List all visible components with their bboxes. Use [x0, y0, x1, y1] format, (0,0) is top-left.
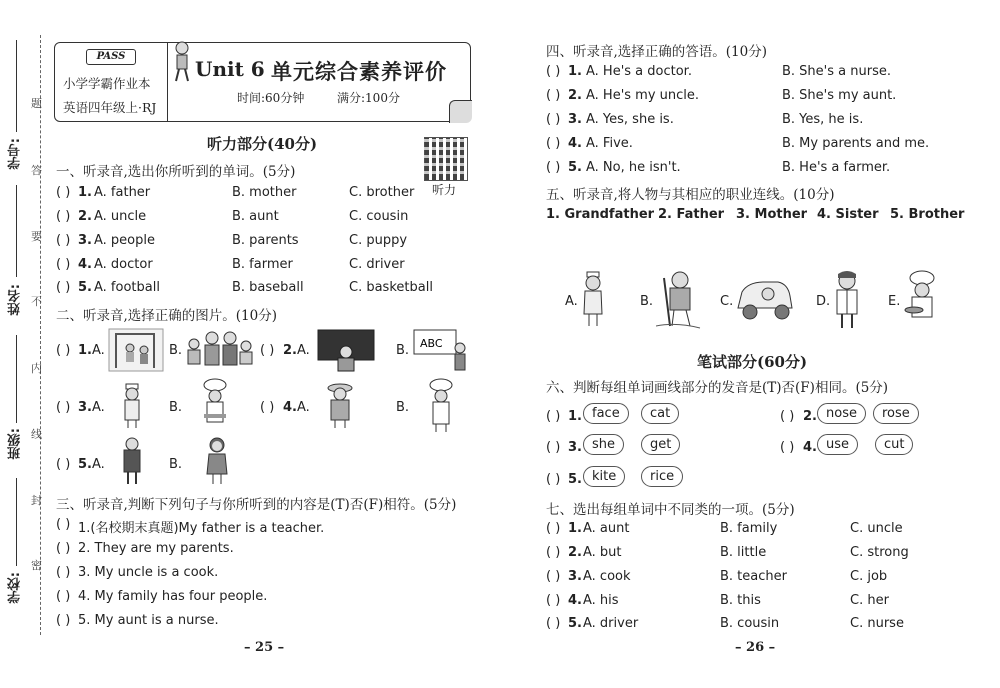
page-curl-decoration: [449, 100, 472, 123]
statement: 2. They are my parents.: [78, 541, 234, 556]
option-c: C. uncle: [850, 521, 903, 536]
question-number: 2.: [568, 545, 582, 560]
section-6-title: 六、判断每组单词画线部分的发音是(T)否(F)相同。(5分): [546, 380, 889, 396]
class-label: 班级:: [8, 428, 23, 460]
unit-header-box: [54, 42, 471, 122]
option-a: A. He's a doctor.: [586, 64, 692, 79]
listening-section-title: 听力部分(40分): [207, 135, 318, 153]
answer-blank[interactable]: ( ): [56, 517, 71, 532]
option-b: B. little: [720, 545, 767, 560]
nurse-picture-icon[interactable]: [118, 382, 146, 430]
option-b-label: B.: [396, 400, 410, 415]
section-5-title: 五、听录音,将人物与其相应的职业连线。(10分): [546, 187, 835, 203]
option-c: C. strong: [850, 545, 909, 560]
answer-blank[interactable]: ( ): [56, 613, 71, 628]
driver-car-icon[interactable]: [734, 272, 796, 322]
doctor-job-icon[interactable]: [832, 270, 862, 330]
farmer-job-icon[interactable]: [656, 268, 702, 330]
option-a: A. football: [94, 280, 160, 295]
answer-blank[interactable]: ( ): [546, 64, 561, 79]
unit-number: Unit 6: [195, 57, 265, 81]
margin-hint: 不: [31, 295, 42, 308]
word-cloud: [817, 402, 866, 424]
section-7-title: 七、选出每组单词中不同类的一项。(5分): [546, 502, 795, 518]
statement: 1.(名校期末真题)My father is a teacher.: [78, 521, 325, 536]
option-a-label: A.: [297, 343, 310, 358]
word-cloud: [817, 433, 858, 455]
answer-blank[interactable]: ( ): [56, 233, 71, 248]
word: cat: [641, 403, 679, 424]
answer-blank[interactable]: ( ): [780, 440, 795, 455]
person-item[interactable]: 2. Father: [658, 207, 725, 222]
answer-blank[interactable]: ( ): [56, 343, 71, 358]
section-4-title: 四、听录音,选择正确的答语。(10分): [546, 44, 768, 60]
option-a: A. Yes, she is.: [586, 112, 674, 127]
option-b: B. baseball: [232, 280, 304, 295]
question-number: 1.: [78, 343, 92, 358]
word-cloud: [641, 402, 679, 424]
woman-picture-icon[interactable]: [204, 436, 230, 486]
option-b-label: B.: [169, 400, 183, 415]
option-b: B. parents: [232, 233, 299, 248]
option-a: A. driver: [583, 616, 639, 631]
cook-man-picture-icon[interactable]: [424, 378, 458, 434]
family-picture-icon[interactable]: [182, 326, 256, 370]
option-a: A. Five.: [586, 136, 633, 151]
answer-blank[interactable]: ( ): [56, 209, 71, 224]
option-a-label: A.: [297, 400, 310, 415]
board-text: ABC: [420, 337, 443, 350]
mascot-icon: [170, 39, 196, 87]
grade-label: 英语四年级上·RJ: [63, 100, 157, 115]
school-label: 学校:: [8, 572, 23, 604]
margin-hint: 密: [31, 559, 42, 572]
word: use: [817, 434, 858, 455]
option-b: B. cousin: [720, 616, 780, 631]
option-c: C. nurse: [850, 616, 904, 631]
answer-blank[interactable]: ( ): [56, 457, 71, 472]
option-a-label: A.: [92, 343, 105, 358]
question-number: 1.: [78, 185, 92, 200]
farmer-picture-icon[interactable]: [322, 380, 358, 430]
nurse-job-icon[interactable]: [580, 270, 606, 328]
answer-blank[interactable]: ( ): [56, 257, 71, 272]
option-a: A. No, he isn't.: [586, 160, 681, 175]
question-number: 1.: [568, 64, 582, 79]
option-a-label: A.: [92, 457, 105, 472]
word: get: [641, 434, 680, 455]
answer-blank[interactable]: ( ): [546, 88, 561, 103]
option-c: C. basketball: [349, 280, 433, 295]
option-c: C. job: [850, 569, 888, 584]
answer-blank[interactable]: ( ): [56, 280, 71, 295]
option-c: C. puppy: [349, 233, 408, 248]
answer-blank[interactable]: ( ): [56, 565, 71, 580]
man-picture-icon[interactable]: [120, 436, 144, 486]
question-number: 5.: [568, 472, 582, 487]
answer-blank[interactable]: ( ): [56, 589, 71, 604]
answer-blank[interactable]: ( ): [546, 160, 561, 175]
cook-job-icon[interactable]: [904, 270, 940, 330]
option-b: B. family: [720, 521, 778, 536]
margin-hint: 内: [31, 362, 42, 375]
playground-picture-icon[interactable]: [108, 328, 164, 372]
question-number: 4.: [803, 440, 817, 455]
option-b: B. She's my aunt.: [782, 88, 897, 103]
option-a: A. people: [94, 233, 155, 248]
job-letter: D.: [816, 294, 831, 309]
question-number: 4.: [78, 257, 92, 272]
option-a-label: A.: [92, 400, 105, 415]
answer-blank[interactable]: ( ): [546, 112, 561, 127]
word: nose: [817, 403, 866, 424]
word-cloud: [875, 433, 913, 455]
answer-blank[interactable]: ( ): [546, 472, 561, 487]
option-b-label: B.: [396, 343, 410, 358]
word-cloud: [641, 433, 680, 455]
option-c: C. cousin: [349, 209, 409, 224]
answer-blank[interactable]: ( ): [546, 616, 561, 631]
answer-blank[interactable]: ( ): [56, 400, 71, 415]
question-number: 3.: [568, 569, 582, 584]
answer-blank[interactable]: ( ): [260, 343, 275, 358]
word-cloud: [873, 402, 919, 424]
abc-board-icon[interactable]: [412, 328, 470, 372]
option-b: B. this: [720, 593, 761, 608]
student-no-label: 学号:: [8, 138, 23, 170]
question-number: 3.: [568, 112, 582, 127]
question-number: 4.: [283, 400, 297, 415]
statement: 4. My family has four people.: [78, 589, 268, 604]
option-a: A. but: [583, 545, 622, 560]
answer-blank[interactable]: ( ): [56, 541, 71, 556]
answer-blank[interactable]: ( ): [546, 569, 561, 584]
question-number: 5.: [568, 160, 582, 175]
word: kite: [583, 466, 625, 487]
word-cloud: [641, 465, 683, 487]
answer-blank[interactable]: ( ): [260, 400, 275, 415]
option-c: C. brother: [349, 185, 415, 200]
question-number: 5.: [78, 280, 92, 295]
question-number: 3.: [78, 233, 92, 248]
option-c: C. driver: [349, 257, 405, 272]
answer-blank[interactable]: ( ): [546, 545, 561, 560]
series-name: 小学学霸作业本: [63, 76, 151, 91]
question-number: 2.: [78, 209, 92, 224]
margin-hint: 答: [31, 164, 42, 177]
cook-picture-icon[interactable]: [198, 378, 232, 430]
time-limit: 时间:60分钟: [237, 91, 305, 105]
answer-blank[interactable]: ( ): [546, 409, 561, 424]
question-number: 5.: [78, 457, 92, 472]
question-number: 2.: [803, 409, 817, 424]
job-letter: C.: [720, 294, 734, 309]
question-number: 3.: [78, 400, 92, 415]
option-b: B. mother: [232, 185, 297, 200]
page-number-right: – 26 –: [735, 640, 776, 655]
answer-blank[interactable]: ( ): [546, 521, 561, 536]
school-line: [16, 478, 17, 566]
option-a: A. He's my uncle.: [586, 88, 700, 103]
option-b: B. He's a farmer.: [782, 160, 891, 175]
word-cloud: [583, 402, 629, 424]
full-score: 满分:100分: [337, 91, 400, 105]
word: rice: [641, 466, 683, 487]
option-a: A. his: [583, 593, 619, 608]
option-a: A. uncle: [94, 209, 147, 224]
qr-label: 听力: [432, 183, 457, 197]
qr-code-pattern: [424, 137, 466, 179]
margin-hint: 封: [31, 494, 42, 507]
written-section-title: 笔试部分(60分): [697, 353, 808, 371]
person-item[interactable]: 4. Sister: [817, 207, 879, 222]
option-a: A. cook: [583, 569, 631, 584]
statement: 5. My aunt is a nurse.: [78, 613, 219, 628]
question-number: 4.: [568, 136, 582, 151]
option-a: A. father: [94, 185, 151, 200]
section-3-title: 三、听录音,判断下列句子与你所听到的内容是(T)否(F)相符。(5分): [56, 497, 457, 513]
question-number: 1.: [568, 521, 582, 536]
question-number: 4.: [568, 593, 582, 608]
header-series-panel: [55, 43, 168, 121]
unit-title: 单元综合素养评价: [271, 59, 447, 84]
job-letter: A.: [565, 294, 578, 309]
page-number-left: – 25 –: [244, 640, 285, 655]
option-b: B. teacher: [720, 569, 787, 584]
word: cut: [875, 434, 913, 455]
answer-blank[interactable]: ( ): [546, 593, 561, 608]
question-number: 3.: [568, 440, 582, 455]
margin-hint: 要: [31, 230, 42, 243]
person-item[interactable]: 3. Mother: [736, 207, 808, 222]
student-no-line: [16, 40, 17, 132]
option-b: B. My parents and me.: [782, 136, 930, 151]
answer-blank[interactable]: ( ): [546, 136, 561, 151]
person-item[interactable]: 5. Brother: [890, 207, 965, 222]
option-b: B. Yes, he is.: [782, 112, 864, 127]
answer-blank[interactable]: ( ): [546, 440, 561, 455]
option-a: A. doctor: [94, 257, 153, 272]
answer-blank[interactable]: ( ): [780, 409, 795, 424]
teacher-at-board-icon[interactable]: [316, 328, 376, 372]
option-b: B. She's a nurse.: [782, 64, 891, 79]
word-cloud: [583, 433, 624, 455]
job-letter: B.: [640, 294, 654, 309]
option-c: C. her: [850, 593, 889, 608]
word: face: [583, 403, 629, 424]
question-number: 5.: [568, 616, 582, 631]
person-item[interactable]: 1. Grandfather: [546, 207, 655, 222]
option-b: B. aunt: [232, 209, 279, 224]
section-2-title: 二、听录音,选择正确的图片。(10分): [56, 308, 278, 324]
question-number: 1.: [568, 409, 582, 424]
name-label: 姓名:: [8, 284, 23, 316]
question-number: 2.: [283, 343, 297, 358]
word: she: [583, 434, 624, 455]
statement: 3. My uncle is a cook.: [78, 565, 219, 580]
margin-hint: 线: [31, 428, 42, 441]
job-letter: E.: [888, 294, 901, 309]
option-b-label: B.: [169, 343, 183, 358]
binding-dashed-line: [40, 35, 41, 635]
answer-blank[interactable]: ( ): [56, 185, 71, 200]
margin-hint: 题: [31, 97, 42, 110]
class-line: [16, 335, 17, 423]
option-a: A. aunt: [583, 521, 630, 536]
pass-logo: PASS: [86, 49, 136, 65]
question-number: 2.: [568, 88, 582, 103]
option-b: B. farmer: [232, 257, 293, 272]
option-b-label: B.: [169, 457, 183, 472]
word-cloud: [583, 465, 625, 487]
name-line: [16, 185, 17, 277]
section-1-title: 一、听录音,选出你所听到的单词。(5分): [56, 164, 296, 180]
word: rose: [873, 403, 919, 424]
